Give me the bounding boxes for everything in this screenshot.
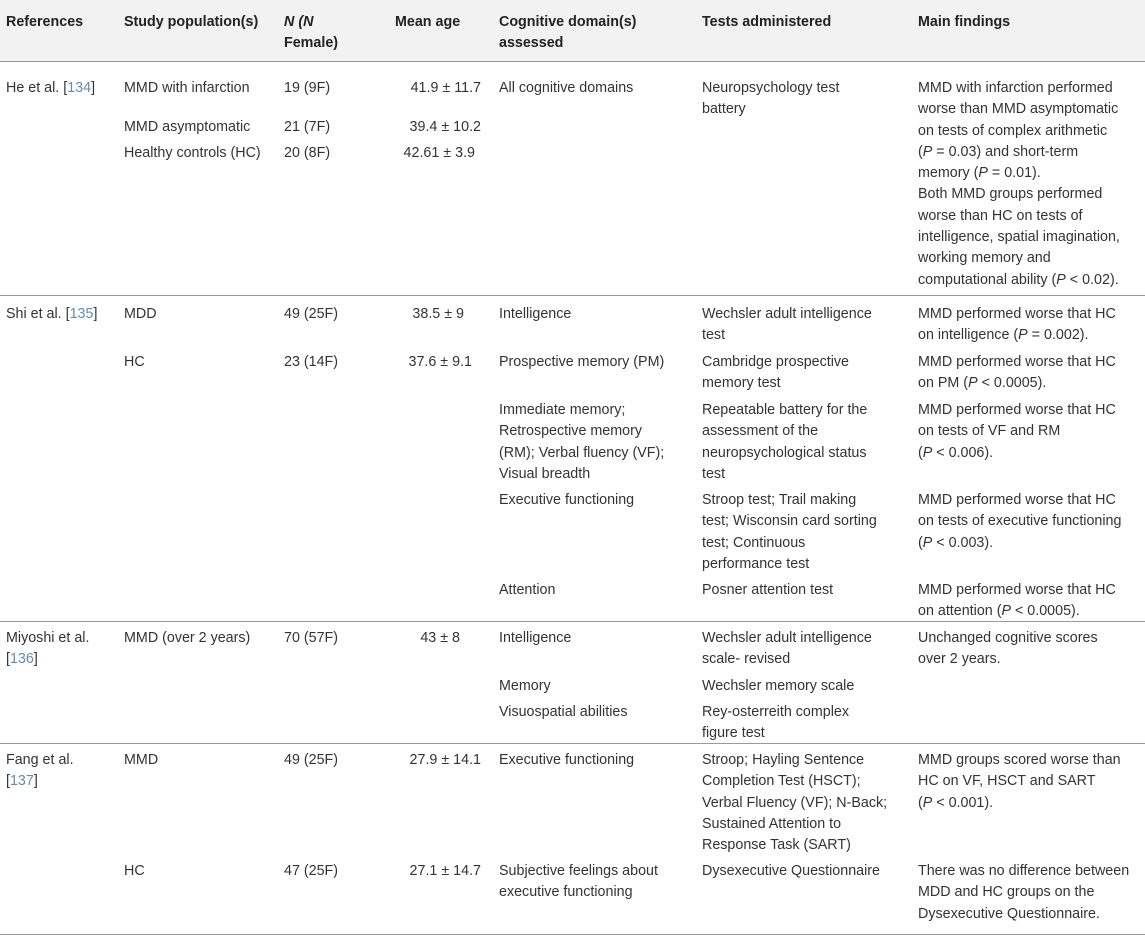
- mean-age-cell: 43 ± 8: [420, 630, 460, 646]
- header-mean-age: Mean age: [395, 14, 461, 30]
- domain-cell: Intelligence: [499, 630, 572, 646]
- mean-age-cell: 38.5 ± 9: [412, 306, 464, 322]
- tests-cell: Cambridge prospective memory test: [702, 354, 850, 392]
- mean-age-cell: 42.61 ± 3.9: [403, 145, 475, 161]
- header-divider: [0, 61, 1145, 62]
- population-cell: MMD asymptomatic: [124, 119, 251, 135]
- domain-cell: Visuospatial abilities: [499, 704, 628, 720]
- domain-cell: Memory: [499, 678, 551, 694]
- findings-cell: MMD with infarction performed worse than MMD asymptomatic on tests of complex arithmetic (P = 0.03) and short-term memory (P = 0.01). Both MMD groups performed worse than HC on tests of intelligence, spatial imagination, working memory and computational ability (P < 0.02).: [918, 80, 1120, 288]
- population-cell: Healthy controls (HC): [124, 145, 261, 161]
- findings-cell: MMD performed worse that HC on attention (P < 0.0005).: [918, 582, 1116, 620]
- tests-cell: Posner attention test: [702, 582, 834, 598]
- header-tests: Tests administered: [702, 14, 832, 30]
- population-cell: HC: [124, 354, 145, 370]
- tests-cell: Dysexecutive Questionnaire: [702, 863, 881, 879]
- table-bottom-rule: [0, 934, 1145, 935]
- mean-age-cell: 27.9 ± 14.1: [409, 752, 481, 768]
- n-cell: 23 (14F): [284, 354, 339, 370]
- tests-cell: Wechsler adult intelligence scale- revised: [702, 630, 872, 668]
- findings-cell: MMD performed worse that HC on PM (P < 0.0005).: [918, 354, 1116, 392]
- population-cell: MMD: [124, 752, 159, 768]
- tests-cell: Rey-osterreith complex figure test: [702, 704, 849, 742]
- tests-cell: Repeatable battery for the assessment of the neuropsychological status test: [702, 402, 868, 482]
- domain-cell: Prospective memory (PM): [499, 354, 665, 370]
- mean-age-cell: 27.1 ± 14.7: [409, 863, 481, 879]
- domain-cell: Intelligence: [499, 306, 572, 322]
- findings-cell: MMD groups scored worse than HC on VF, HSCT and SART (P < 0.001).: [918, 752, 1121, 811]
- domain-cell: Immediate memory; Retrospective memory (RM); Verbal fluency (VF); Visual breadth: [499, 402, 665, 482]
- citation-link[interactable]: 136: [9, 651, 34, 668]
- findings-cell: MMD performed worse that HC on intelligence (P = 0.002).: [918, 306, 1116, 344]
- citation-link[interactable]: 137: [9, 773, 34, 790]
- n-cell: 70 (57F): [284, 630, 339, 646]
- reference-shi: Shi et al. [135]: [6, 306, 98, 322]
- domain-cell: All cognitive domains: [499, 80, 634, 96]
- n-cell: 21 (7F): [284, 119, 331, 135]
- n-cell: 19 (9F): [284, 80, 331, 96]
- findings-cell: Unchanged cognitive scores over 2 years.: [918, 630, 1098, 668]
- tests-cell: Wechsler memory scale: [702, 678, 855, 694]
- row-divider: [0, 295, 1145, 296]
- findings-cell: There was no difference between MDD and HC groups on the Dysexecutive Questionnaire.: [918, 863, 1130, 922]
- citation-link[interactable]: 134: [67, 80, 92, 96]
- population-cell: MMD (over 2 years): [124, 630, 251, 646]
- header-findings: Main findings: [918, 14, 1011, 30]
- row-divider: [0, 621, 1145, 622]
- mean-age-cell: 39.4 ± 10.2: [409, 119, 481, 135]
- tests-cell: Stroop; Hayling Sentence Completion Test (HSCT); Verbal Fluency (VF); N-Back; Sustained Attention to Response Task (SART): [702, 752, 888, 854]
- n-cell: 20 (8F): [284, 145, 331, 161]
- header-cognitive-domain: Cognitive domain(s) assessed: [499, 14, 637, 52]
- mean-age-cell: 41.9 ± 11.7: [410, 80, 481, 96]
- domain-cell: Attention: [499, 582, 556, 598]
- tests-cell: Wechsler adult intelligence test: [702, 306, 872, 344]
- population-cell: MMD with infarction: [124, 80, 250, 96]
- mean-age-cell: 37.6 ± 9.1: [408, 354, 472, 370]
- findings-cell: MMD performed worse that HC on tests of executive functioning (P < 0.003).: [918, 492, 1122, 551]
- population-cell: MDD: [124, 306, 157, 322]
- reference-he: He et al. [134]: [6, 80, 96, 96]
- domain-cell: Subjective feelings about executive functioning: [499, 863, 658, 901]
- reference-miyoshi: Miyoshi et al. [136]: [6, 630, 90, 668]
- tests-cell: Neuropsychology test battery: [702, 80, 840, 118]
- header-references: References: [6, 14, 84, 30]
- n-cell: 49 (25F): [284, 306, 339, 322]
- row-divider: [0, 743, 1145, 744]
- n-cell: 49 (25F): [284, 752, 339, 768]
- reference-fang: Fang et al. [137]: [6, 752, 74, 790]
- findings-cell: MMD performed worse that HC on tests of VF and RM (P < 0.006).: [918, 402, 1116, 461]
- domain-cell: Executive functioning: [499, 752, 635, 768]
- domain-cell: Executive functioning: [499, 492, 635, 508]
- header-n: N (N Female): [284, 14, 339, 52]
- population-cell: HC: [124, 863, 145, 879]
- citation-link[interactable]: 135: [69, 306, 94, 322]
- tests-cell: Stroop test; Trail making test; Wisconsin card sorting test; Continuous performance test: [702, 492, 877, 572]
- n-cell: 47 (25F): [284, 863, 339, 879]
- header-population: Study population(s): [124, 14, 259, 30]
